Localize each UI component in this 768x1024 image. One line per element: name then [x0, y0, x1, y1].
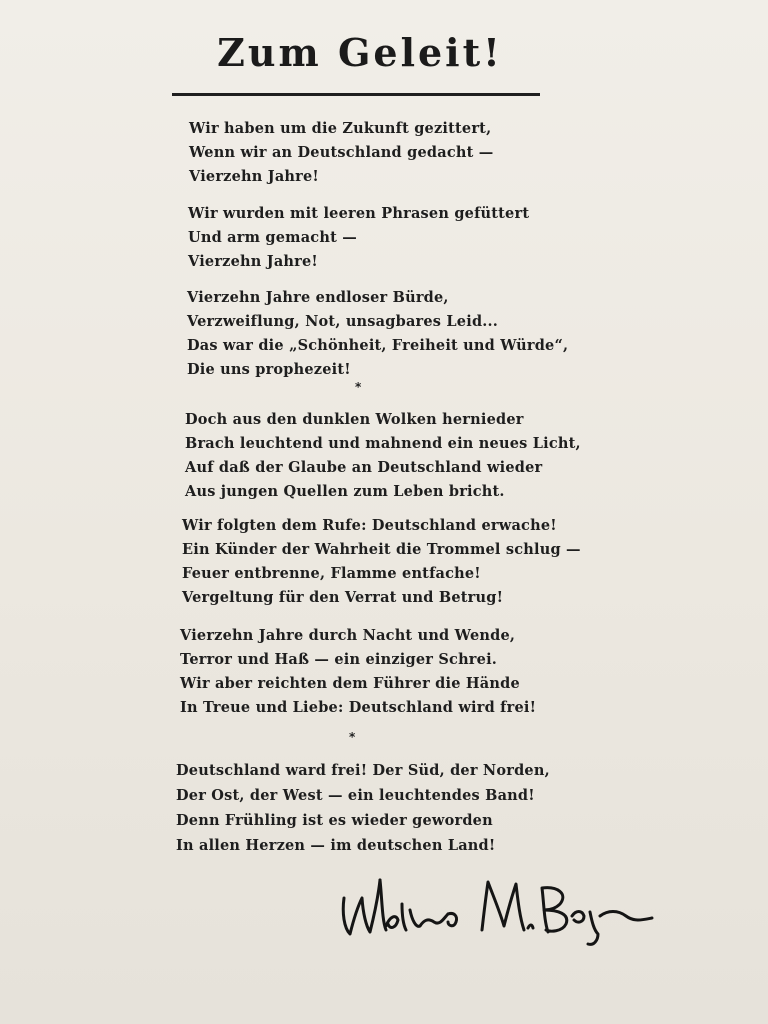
poem-line: Wenn wir an Deutschland gedacht —	[189, 144, 494, 161]
poem-line: Die uns prophezeit!	[187, 361, 351, 378]
poem-line: Wir folgten dem Rufe: Deutschland erwache!	[182, 517, 557, 534]
poem-line: In Treue und Liebe: Deutschland wird frei!	[180, 699, 537, 716]
poem-line: Und arm gemacht —	[188, 229, 357, 246]
stanza-separator: *	[349, 730, 356, 744]
author-signature	[336, 868, 656, 948]
poem-line: Feuer entbrenne, Flamme entfache!	[182, 565, 481, 582]
poem-line: Doch aus den dunklen Wolken hernieder	[185, 411, 524, 428]
poem-line: Vierzehn Jahre durch Nacht und Wende,	[180, 627, 516, 644]
poem-line: Wir wurden mit leeren Phrasen gefüttert	[188, 205, 530, 222]
stanza-separator: *	[355, 380, 362, 394]
poem-line: Wir aber reichten dem Führer die Hände	[180, 675, 520, 692]
poem-title: Zum Geleit!	[217, 30, 503, 75]
poem-line: Vierzehn Jahre!	[188, 253, 318, 270]
poem-line: Verzweiflung, Not, unsagbares Leid...	[187, 313, 499, 330]
poem-line: Deutschland ward frei! Der Süd, der Norden,	[176, 762, 550, 779]
poem-line: Vierzehn Jahre!	[189, 168, 319, 185]
poem-line: Der Ost, der West — ein leuchtendes Band!	[176, 787, 535, 804]
poem-line: In allen Herzen — im deutschen Land!	[176, 837, 496, 854]
poem-line: Denn Frühling ist es wieder geworden	[176, 812, 493, 829]
poem-line: Auf daß der Glaube an Deutschland wieder	[185, 459, 543, 476]
poem-line: Aus jungen Quellen zum Leben bricht.	[185, 483, 505, 500]
title-underline	[172, 93, 540, 96]
poem-line: Vierzehn Jahre endloser Bürde,	[187, 289, 449, 306]
poem-line: Brach leuchtend und mahnend ein neues Licht,	[185, 435, 581, 452]
poem-line: Wir haben um die Zukunft gezittert,	[189, 120, 492, 137]
poem-line: Ein Künder der Wahrheit die Trommel schlug —	[182, 541, 581, 558]
poem-line: Vergeltung für den Verrat und Betrug!	[182, 589, 504, 606]
poem-line: Das war die „Schönheit, Freiheit und Würde“,	[187, 337, 569, 354]
poem-line: Terror und Haß — ein einziger Schrei.	[180, 651, 498, 668]
